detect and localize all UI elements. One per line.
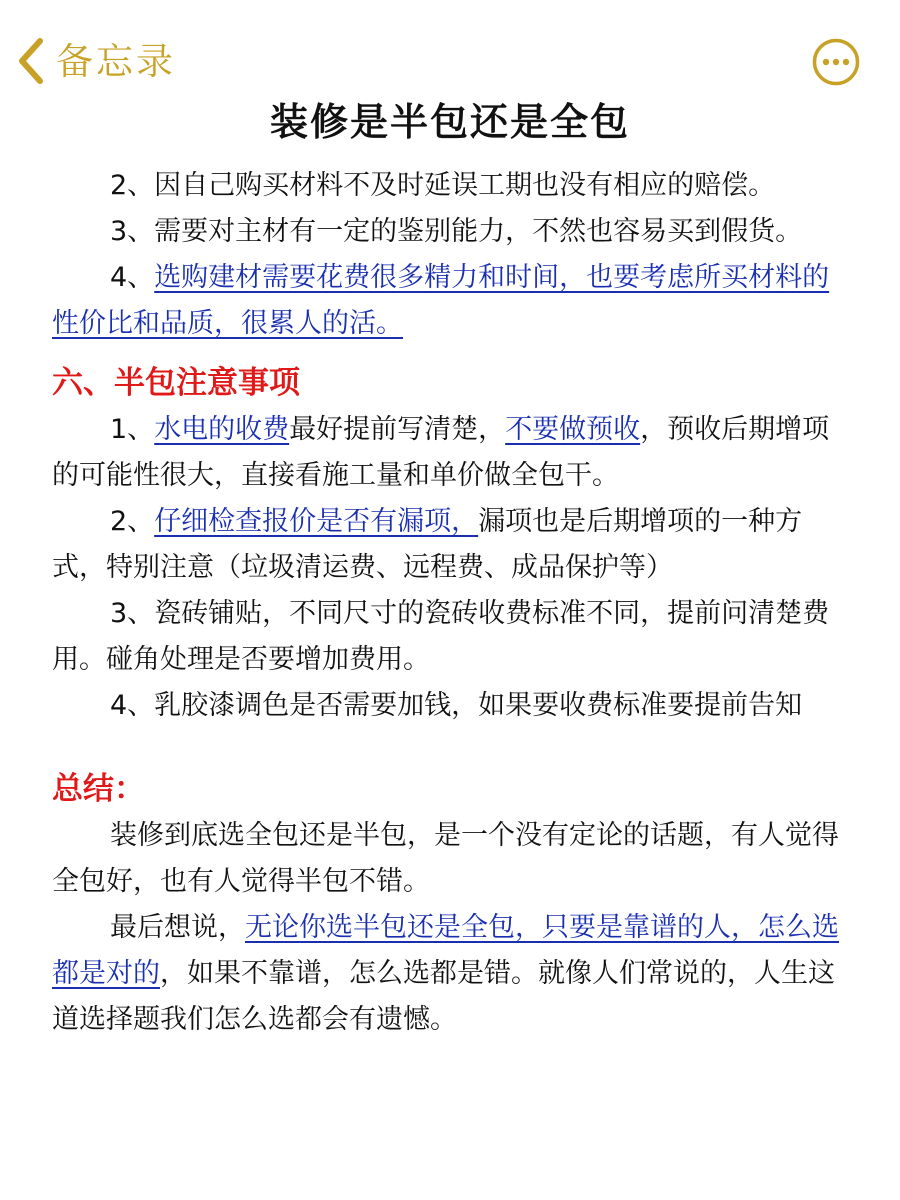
back-button[interactable] [14, 36, 176, 86]
summary-heading: 总结： [52, 771, 145, 807]
top-bar [0, 0, 900, 100]
chevron-left-icon [14, 36, 48, 86]
highlight-text: 水电的收费 [154, 414, 290, 445]
highlight-text: 选购建材需要花费很多精力和时间，也要考虑所买材料的性价比和品质，很累人的活。 [52, 262, 830, 339]
paragraph-text: 最后想说， [110, 912, 245, 943]
note-paragraph [52, 209, 852, 255]
paragraph-text: 2、因自己购买材料不及时延误工期也没有相应的赔偿。 [110, 170, 776, 201]
paragraph-text: 装修到底选全包还是半包，是一个没有定论的话题，有人觉得全包好，也有人觉得半包不错。 [52, 820, 839, 897]
note-paragraph [52, 905, 852, 1043]
highlight-text: 仔细检查报价是否有漏项， [154, 506, 479, 537]
paragraph-text: ，预收后期增项的可能性很大，直接看施工量和单价做全包干。 [52, 414, 830, 491]
more-button[interactable] [812, 38, 860, 86]
note-paragraph [52, 591, 852, 683]
highlight-text: 不要做预收 [505, 414, 641, 445]
paragraph-text: 4、乳胶漆调色是否需要加钱，如果要收费标准要提前告知 [110, 690, 803, 721]
note-paragraph [52, 499, 852, 591]
paragraph-text: 最好提前写清楚， [289, 414, 506, 445]
page-title: 装修是半包还是全包 [269, 100, 630, 144]
note-paragraph [52, 255, 852, 347]
note-paragraph [52, 683, 852, 729]
note-paragraph [52, 163, 852, 209]
paragraph-text: 4、 [110, 262, 155, 293]
note-content [52, 163, 852, 1043]
section-heading: 六、半包注意事项 [52, 365, 300, 401]
highlight-text: 无论你选半包还是全包，只要是靠谱的人，怎么选都是对的 [52, 912, 839, 989]
paragraph-text: ，如果不靠谱，怎么选都是错。就像人们常说的，人生这道选择题我们怎么选都会有遗憾。 [52, 958, 835, 1035]
more-circle-icon [812, 38, 860, 86]
note-paragraph [52, 407, 852, 499]
paragraph-text: 3、瓷砖铺贴，不同尺寸的瓷砖收费标准不同，提前问清楚费用。碰角处理是否要增加费用。 [52, 598, 830, 675]
paragraph-text: 1、 [110, 414, 155, 445]
paragraph-text: 3、需要对主材有一定的鉴别能力，不然也容易买到假货。 [110, 216, 803, 247]
paragraph-text: 漏项也是后期增项的一种方式，特别注意（垃圾清运费、远程费、成品保护等） [52, 506, 803, 583]
note-paragraph [52, 813, 852, 905]
back-label: 备忘录 [56, 39, 176, 83]
paragraph-text: 2、 [110, 506, 155, 537]
